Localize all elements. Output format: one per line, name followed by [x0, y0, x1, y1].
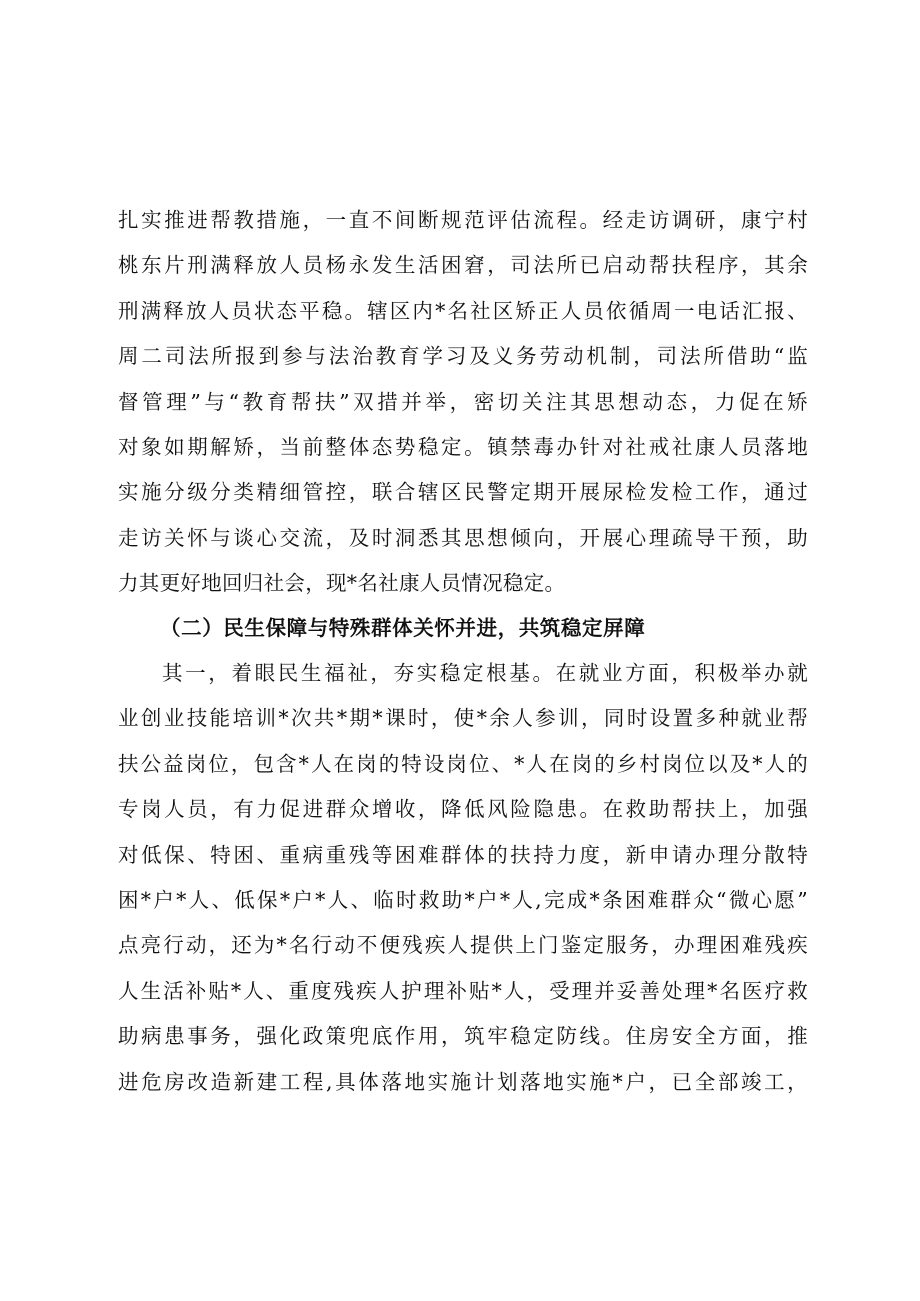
paragraph-2-line: 对低保、特困、重病重残等困难群体的扶持力度，新申请办理分散特: [118, 842, 808, 867]
paragraph-2-line: 人生活补贴*人、重度残疾人护理补贴*人，受理并妥善处理*名医疗救: [118, 978, 808, 1003]
paragraph-1-line: 走访关怀与谈心交流，及时洞悉其思想倾向，开展心理疏导干预，助: [118, 525, 808, 550]
paragraph-2: [118, 651, 808, 1105]
paragraph-1-line: 桃东片刑满释放人员杨永发生活困窘，司法所已启动帮扶程序，其余: [118, 253, 808, 278]
section-heading-block: [118, 606, 808, 651]
paragraph-2-line: 业创业技能培训*次共*期*课时，使*余人参训，同时设置多种就业帮: [118, 706, 808, 731]
paragraph-1-line: 扎实推进帮教措施，一直不间断规范评估流程。经走访调研，康宁村: [118, 208, 808, 232]
paragraph-2-line: 扶公益岗位，包含*人在岗的特设岗位、*人在岗的乡村岗位以及*人的: [118, 751, 808, 776]
paragraph-2-line: 其一，着眼民生福祉，夯实稳定根基。在就业方面，积极举办就: [162, 661, 808, 685]
paragraph-2-line: 助病患事务，强化政策兜底作用，筑牢稳定防线。住房安全方面，推: [118, 1024, 808, 1049]
paragraph-1-line: 实施分级分类精细管控，联合辖区民警定期开展尿检发检工作，通过: [118, 480, 808, 505]
paragraph-2-line: 专岗人员，有力促进群众增收，降低风险隐患。在救助帮扶上，加强: [118, 797, 808, 822]
paragraph-1-line: 力其更好地回归社会，现*名社康人员情况稳定。: [118, 571, 566, 596]
paragraph-1-line: 督管理”与“教育帮扶”双措并举，密切关注其思想动态，力促在矫: [118, 389, 808, 414]
paragraph-2-line: 点亮行动，还为*名行动不便残疾人提供上门鉴定服务，办理困难残疾: [118, 933, 808, 958]
section-heading: （二）民生保障与特殊群体关怀并进，共筑稳定屏障: [160, 616, 646, 640]
paragraph-1-line: 周二司法所报到参与法治教育学习及义务劳动机制，司法所借助“监: [118, 344, 808, 369]
paragraph-1-line: 刑满释放人员状态平稳。辖区内*名社区矫正人员依循周一电话汇报、: [118, 298, 808, 323]
paragraph-2-line: 进危房改造新建工程,具体落地实施计划落地实施*户，已全部竣工，: [118, 1069, 808, 1094]
paragraph-1: [118, 198, 808, 607]
paragraph-2-line: 困*户*人、低保*户*人、临时救助*户*人,完成*条困难群众“微心愿”: [118, 887, 808, 912]
paragraph-1-line: 对象如期解矫，当前整体态势稳定。镇禁毒办针对社戒社康人员落地: [118, 434, 808, 459]
